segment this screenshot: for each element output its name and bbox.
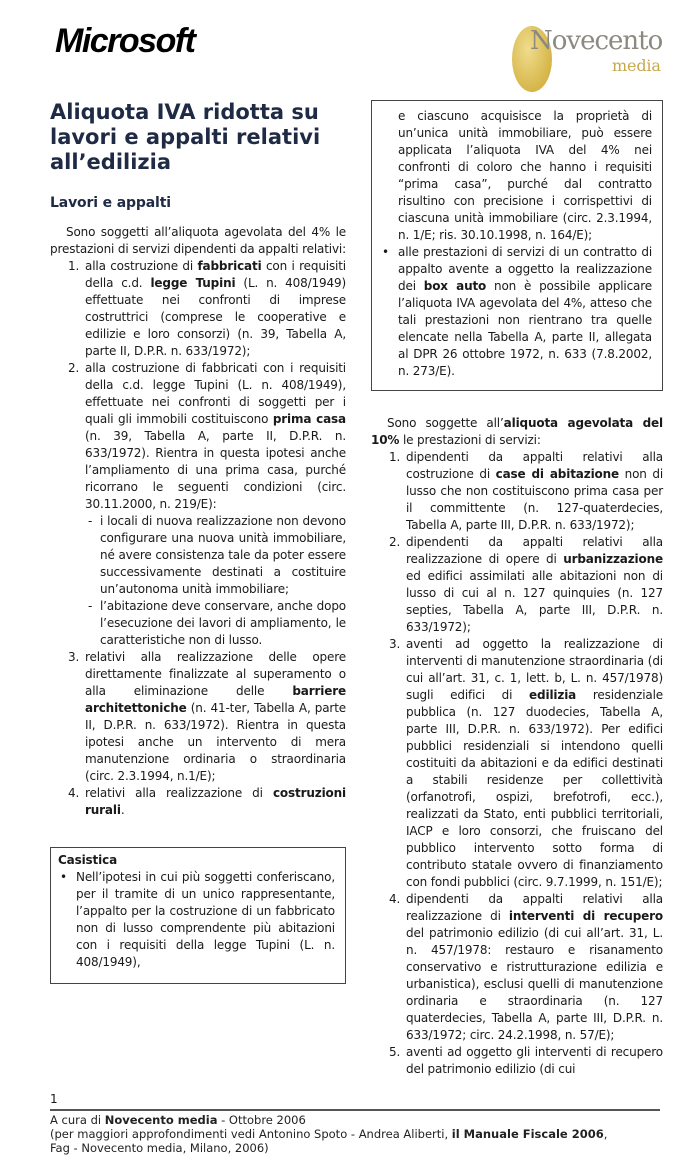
list-item <box>371 1044 663 1078</box>
text-run: Fag - Novecento media, Milano, 2006) <box>50 1141 269 1155</box>
list-item <box>371 636 663 891</box>
sub-item-text: l’abitazione deve conservare, anche dopo l’esecuzione dei lavori di ampliamento, le caratteristiche non di lusso. <box>100 599 346 647</box>
bold-text: prima casa <box>272 412 346 426</box>
text-run: (n. 39, Tabella A, parte II, D.P.R. n. 633/1972). Rientra in questa ipotesi anche l’ampliamento di una prima casa, purché ricorrano le seguenti condizioni (circ. 30.11.2000, n. 219/E): <box>85 429 346 511</box>
list-item <box>371 891 663 1044</box>
item-number: 4. <box>68 786 80 800</box>
text-run: dipendenti da appalti relativi alla realizzazione di <box>406 892 663 923</box>
text-run: (n. 41-ter, Tabella A, parte II, D.P.R. n. 633/1972). Rientra in questa ipotesi anche un intervento di mera manutenzione ordinaria o straordinaria (circ. 2.3.1994, n.1/E); <box>85 701 346 783</box>
text-run: Nell’ipotesi in cui più soggetti conferiscano, per il tramite di un unico rappresentante, l’appalto per la costruzione di un fabbricato non di lusso comprendente più abitazioni con i requisiti della legge Tupini (L. n. 408/1949), <box>76 870 335 969</box>
footer-line-2 <box>50 1127 670 1141</box>
item-number: 2. <box>389 535 401 549</box>
text-run: aventi ad oggetto la realizzazione di interventi di manutenzione straordinaria (di cui all’art. 31, c. 1, lett. b, L. n. 457/1978) sugli edifici di <box>406 637 663 702</box>
item-text <box>85 786 346 817</box>
list-item <box>50 360 346 513</box>
logo-name: Novecento <box>530 26 663 56</box>
text-run: dipendenti da appalti relativi alla costruzione di <box>406 450 663 481</box>
bullet-text <box>76 870 335 969</box>
list-item <box>50 785 346 819</box>
item-number: 5. <box>389 1045 401 1059</box>
text-run: e ciascuno acquisisce la proprietà di un’unica unità immobiliare, può essere applicata l’aliquota IVA del 4% nei confronti di coloro che hanno i requisiti “prima casa”, purché dal contratto risultino con precisione i corrispettivi di ciascuna unità immobiliare (circ. 2.3.1994, n. 1/E; ris. 30.10.1998, n. 164/E); <box>398 109 652 242</box>
bullet-text <box>398 245 652 378</box>
intro-paragraph-10 <box>371 415 663 449</box>
casistica-bullet-1 <box>58 869 335 971</box>
text-run: alla costruzione di fabbricati con i requisiti della c.d. legge Tupini (L. n. 408/1949), effettuate nei confronti di soggetti per i quali gli immobili costituiscono <box>85 361 346 426</box>
casistica-box-continued <box>371 100 663 391</box>
right-column <box>371 100 663 1078</box>
text-run: alle prestazioni di servizi di un contratto di appalto avente a oggetto la realizzazione dei <box>398 245 652 293</box>
list-item <box>371 449 663 534</box>
page-title: Aliquota IVA ridotta su lavori e appalti relativi all’edilizia <box>50 100 321 174</box>
text-run: (per maggiori approfondimenti vedi Antonino Spoto - Andrea Aliberti, <box>50 1127 452 1141</box>
item-text <box>406 1045 663 1076</box>
bold-text: urbanizzazione <box>563 552 663 566</box>
bold-text: Novecento media <box>104 1113 218 1127</box>
casistica-bullet-2 <box>380 244 652 380</box>
casistica-box <box>50 847 346 984</box>
footer-line-3 <box>50 1141 670 1155</box>
item-text <box>85 650 346 783</box>
text-run: , <box>603 1127 608 1141</box>
bold-text: fabbricati <box>197 259 262 273</box>
bold-text: aliquota agevolata del 10% <box>371 416 663 447</box>
item-text <box>406 637 663 889</box>
text-run: Sono soggetti all’aliquota agevolata del 4% le prestazioni di servizi dipendenti da appalti relativi: <box>50 225 347 256</box>
item-text <box>406 892 663 1042</box>
footer-line-1 <box>50 1113 670 1127</box>
item-number: 2. <box>68 361 80 375</box>
list-item <box>371 534 663 636</box>
sub-item-text: i locali di nuova realizzazione non devono configurare una nuova unità immobiliare, né avere consistenza tale da poter essere successivamente destinati a costituire un’autonoma unità immobiliare; <box>100 514 346 596</box>
section-heading: Lavori e appalti <box>50 195 171 211</box>
text-run: alla costruzione di <box>85 259 198 273</box>
text-run: A cura di <box>50 1113 105 1127</box>
page-bottom <box>0 1078 700 1165</box>
bold-text: edilizia <box>529 688 577 702</box>
logo-sub: media <box>612 56 661 75</box>
bold-text: il Manuale Fiscale 2006 <box>451 1127 604 1141</box>
text-run: residenziale pubblica (n. 127 duodecies, Tabella A, parte III, D.P.R. n. 633/1972). Per edifici pubblici residenziali si intendono quelli costituiti da abitazioni e da edifici destinati a stabili residenze per collettività (orfanotrofi, ospizi, brefotrofi, ecc.), realizzati da Stato, enti pubblici territoriali, IACP e loro consorzi, che fruiscano del pubblico intervento sotto forma di contributo statale ovvero di finanziamento con fondi pubblici (circ. 9.7.1999, n. 151/E); <box>406 688 664 889</box>
bullet-icon: • <box>60 870 67 884</box>
dash-marker: - <box>88 599 93 613</box>
casistica-title: Casistica <box>58 853 118 867</box>
header <box>0 0 700 100</box>
text-run: . <box>120 803 125 817</box>
dash-marker: - <box>88 514 93 528</box>
text-run: del patrimonio edilizio (di cui all’art. 31, L. n. 457/1978: restauro e risanamento conservativo e ristrutturazione edilizia e urbanistica), esclusi quelli di manutenzione ordinaria e straordinaria (n. 127 quaterdecies, Tabella A, parte III, D.P.R. n. 633/1972; circ. 24.2.1998, n. 57/E); <box>406 926 663 1042</box>
reduced-10-list <box>371 449 663 1078</box>
sub-item <box>50 598 346 649</box>
footer <box>50 1113 670 1155</box>
text-run: ed edifici assimilati alle abitazioni non di lusso di cui al n. 127 quinquies (n. 127 septies, Tabella A, parte III, D.P.R. n. 633/1972); <box>406 569 663 634</box>
text-run: Sono soggette all’ <box>387 416 504 430</box>
microsoft-logo: Microsoft <box>55 22 195 60</box>
item-number: 3. <box>389 637 401 651</box>
text-run: (L. n. 408/1949) effettuate nei confronti di imprese costruttrici (comprese le cooperative e edilizie e loro consorzi) (n. 39, Tabella A, parte II, D.P.R. n. 633/1972); <box>85 276 346 358</box>
sub-item <box>50 513 346 598</box>
text-run: aventi ad oggetto gli interventi di recupero del patrimonio edilizio (di cui <box>406 1045 663 1076</box>
item-text <box>85 259 346 358</box>
reduced-4-list <box>50 258 346 819</box>
casistica-bullet-1-cont <box>380 108 652 244</box>
columns <box>0 100 700 1078</box>
text-run: non di lusso che non costituiscono prima casa per il committente (n. 127-quaterdecies, Tabella A, parte III, D.P.R. n. 633/1972); <box>406 467 663 532</box>
footer-divider <box>50 1109 660 1111</box>
text-run: relativi alla realizzazione delle opere direttamente finalizzate al superamento o alla eliminazione delle <box>85 650 346 698</box>
text-run: - Ottobre 2006 <box>217 1113 306 1127</box>
bold-text: legge Tupini <box>150 276 236 290</box>
page-number: 1 <box>50 1092 58 1106</box>
bold-text: case di abitazione <box>495 467 620 481</box>
bullet-icon: • <box>382 245 389 259</box>
item-number: 1. <box>68 259 80 273</box>
bold-text: box auto <box>423 279 487 293</box>
text-run: relativi alla realizzazione di <box>85 786 273 800</box>
text-run: non è possibile applicare l’aliquota IVA agevolata del 4%, atteso che tali prestazioni non rientrano tra quelle elencate nella Tabella A, parte II, allegata al DPR 26 ottobre 1972, n. 633 (7.8.2002, n. 273/E). <box>398 279 652 378</box>
item-text <box>406 450 663 532</box>
text-run: le prestazioni di servizi: <box>399 433 541 447</box>
item-text <box>85 361 346 511</box>
bold-text: costruzioni rurali <box>85 786 346 817</box>
left-column <box>50 100 346 984</box>
item-number: 1. <box>389 450 401 464</box>
text-run: con i requisiti della c.d. <box>85 259 346 290</box>
text-run: dipendenti da appalti relativi alla realizzazione di opere di <box>406 535 663 566</box>
item-number: 3. <box>68 650 80 664</box>
bold-text: interventi di recupero <box>508 909 663 923</box>
bold-text: barriere architettoniche <box>85 684 346 715</box>
list-item <box>50 649 346 785</box>
item-number: 4. <box>389 892 401 906</box>
novecento-media-logo <box>512 24 672 94</box>
intro-paragraph <box>50 224 346 258</box>
item-text <box>406 535 663 634</box>
list-item <box>50 258 346 360</box>
